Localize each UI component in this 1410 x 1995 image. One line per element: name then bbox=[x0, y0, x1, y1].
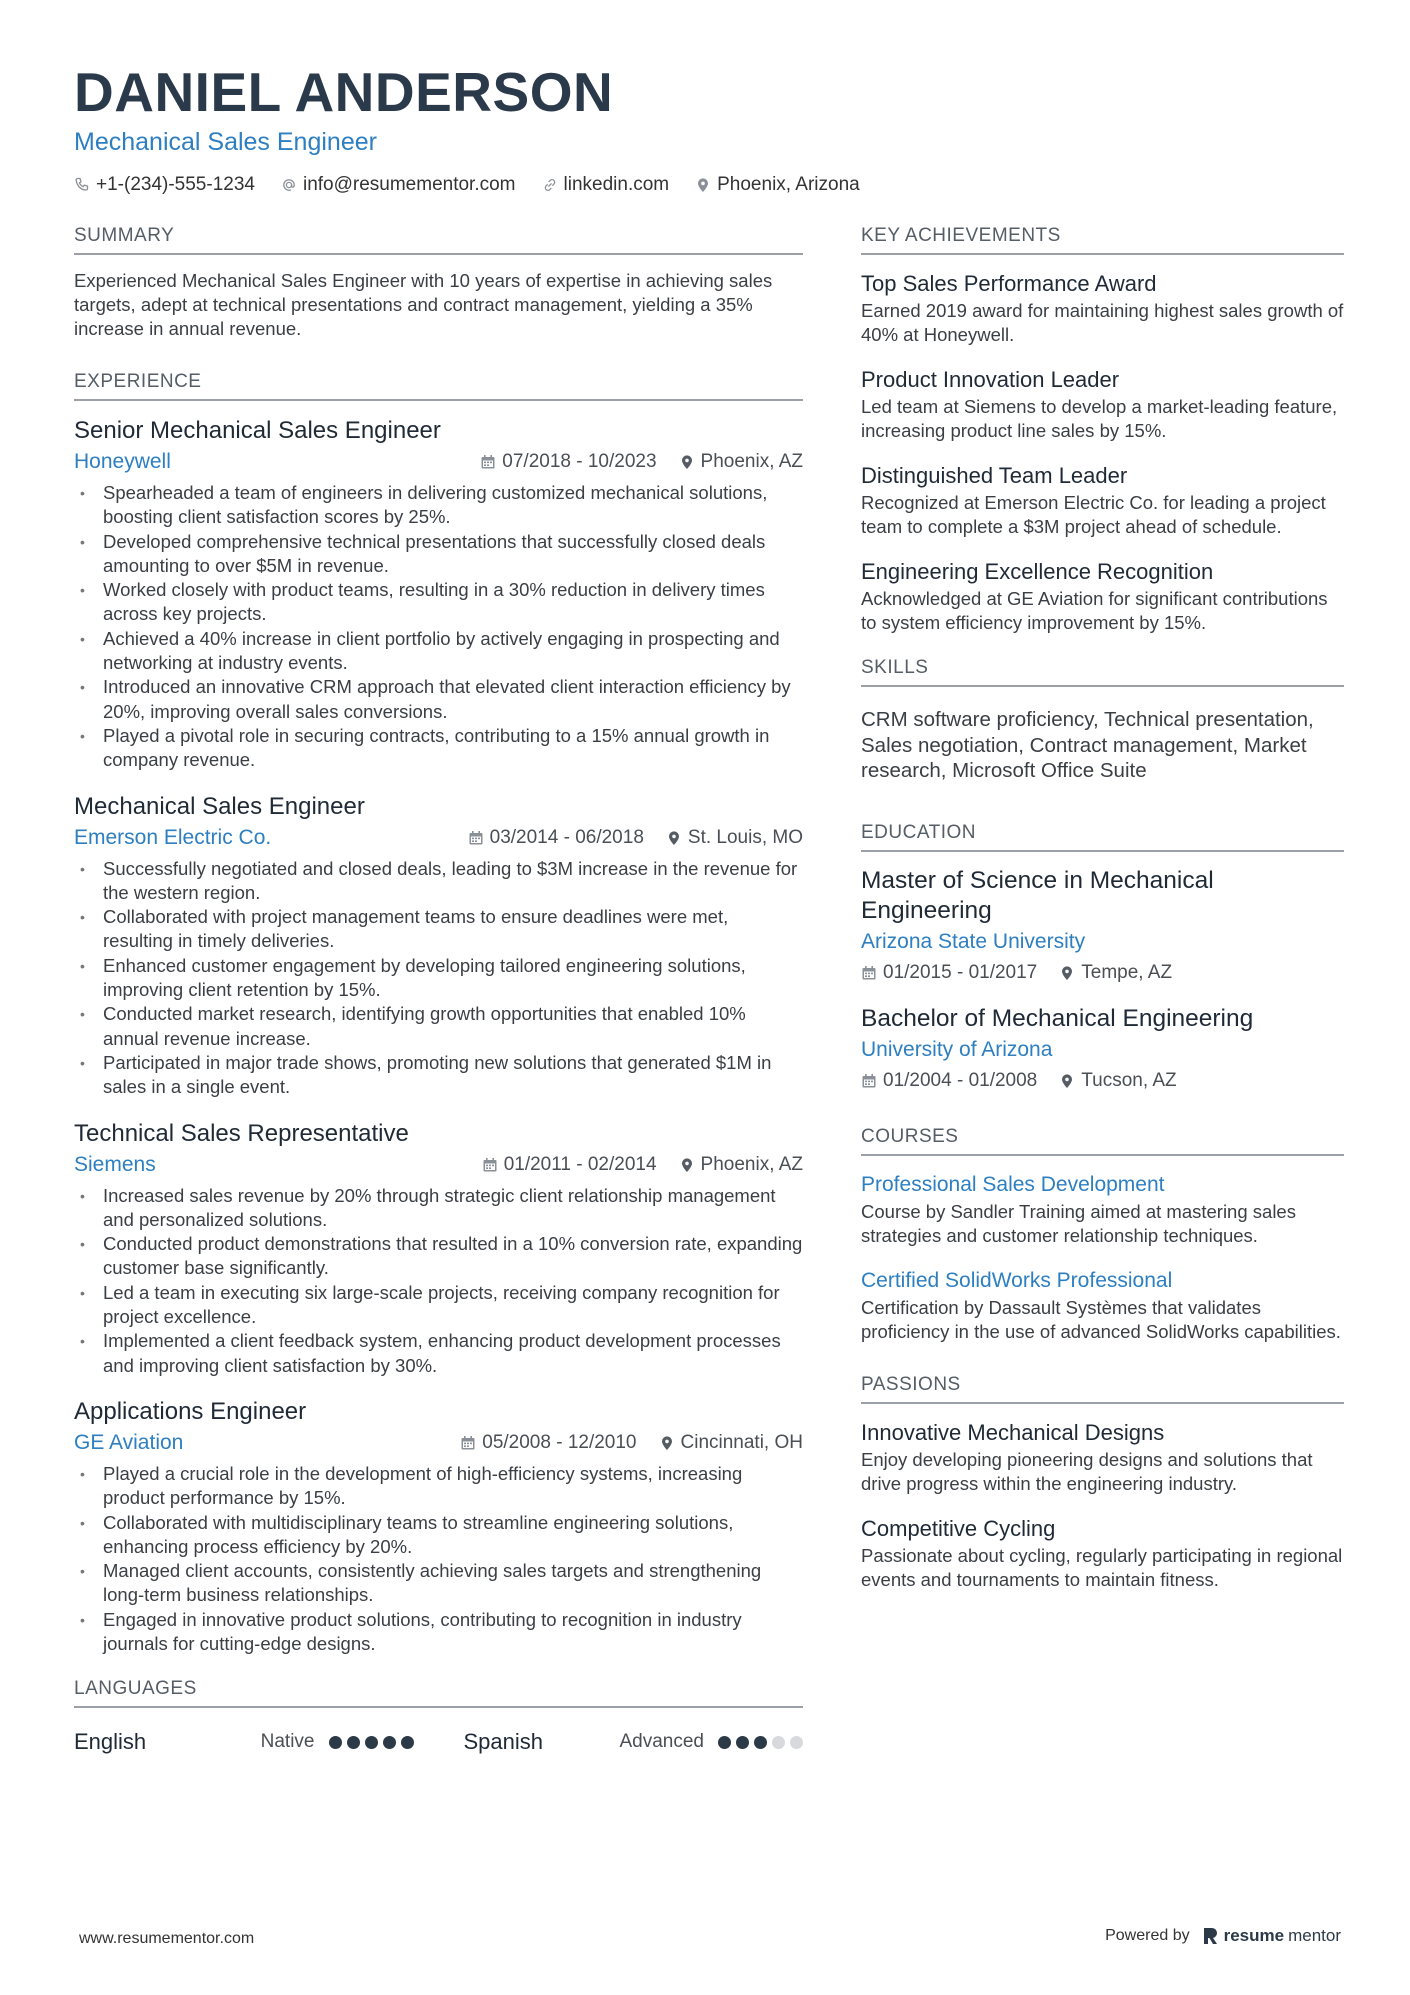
skills-section bbox=[861, 657, 1344, 784]
contact-bar bbox=[74, 170, 1344, 200]
language-rating bbox=[329, 1736, 414, 1749]
passion-title: Competitive Cycling bbox=[861, 1515, 1056, 1541]
job-dates-text: 01/2011 - 02/2014 bbox=[503, 1153, 657, 1175]
courses-section bbox=[861, 1126, 1344, 1344]
job-bullet: • Engaged in innovative product solutions, contributing to recognition in industry journals for cutting-edge designs. bbox=[74, 1608, 803, 1657]
language-level: Advanced bbox=[619, 1731, 704, 1753]
languages-heading: LANGUAGES bbox=[74, 1678, 803, 1708]
calendar-icon-svg bbox=[861, 1073, 877, 1089]
calendar-icon bbox=[482, 1157, 498, 1173]
location-pin-icon bbox=[666, 830, 682, 846]
job-bullets bbox=[74, 1184, 803, 1378]
education-degree: Master of Science in Mechanical Engineering bbox=[861, 866, 1214, 924]
job-dates bbox=[468, 827, 644, 849]
achievement-title: Product Innovation Leader bbox=[861, 367, 1120, 392]
job-meta bbox=[74, 1150, 803, 1180]
course-title[interactable]: Professional Sales Development bbox=[861, 1172, 1165, 1196]
job-dates bbox=[460, 1432, 636, 1454]
job-bullet: • Spearheaded a team of engineers in delivering customized mechanical solutions, boosting client satisfaction scores by 25%. bbox=[74, 481, 803, 530]
job-title: Applications Engineer bbox=[74, 1397, 307, 1425]
education-meta bbox=[861, 958, 1344, 988]
job-meta-right bbox=[468, 827, 803, 849]
location-pin-icon bbox=[1059, 965, 1075, 981]
rating-dot bbox=[401, 1736, 414, 1749]
job-bullet: • Managed client accounts, consistently achieving sales targets and strengthening long-term business relationships. bbox=[74, 1559, 803, 1608]
resume-page bbox=[74, 60, 1344, 1755]
language-name: Spanish bbox=[463, 1729, 544, 1755]
job-entry bbox=[74, 791, 803, 1100]
job-bullet: • Achieved a 40% increase in client portfolio by actively engaging in prospecting and networking at industry events. bbox=[74, 627, 803, 676]
location-pin-icon bbox=[679, 454, 695, 470]
summary-section bbox=[74, 225, 803, 341]
languages-section bbox=[74, 1678, 803, 1762]
job-dates bbox=[482, 1154, 657, 1176]
link-icon bbox=[542, 177, 558, 193]
skills-text: CRM software proficiency, Technical presentation, Sales negotiation, Contract management, Market research, Microsoft Office Suite bbox=[861, 708, 1314, 782]
calendar-icon bbox=[480, 454, 496, 470]
brand-mark-icon bbox=[1202, 1926, 1220, 1946]
achievement-title: Distinguished Team Leader bbox=[861, 463, 1128, 488]
job-bullet: • Implemented a client feedback system, enhancing product development processes and improving client satisfaction by 30%. bbox=[74, 1329, 803, 1378]
job-location-text: Phoenix, AZ bbox=[700, 451, 803, 472]
language-level: Native bbox=[260, 1731, 315, 1753]
passion-item bbox=[861, 1514, 1344, 1592]
course-text: Certification by Dassault Systèmes that validates proficiency in the use of advanced SolidWorks capabilities. bbox=[861, 1296, 1341, 1342]
job-bullet: • Worked closely with product teams, resulting in a 30% reduction in delivery times across key projects. bbox=[74, 578, 803, 627]
company-name[interactable]: Honeywell bbox=[74, 450, 171, 473]
job-location-text: St. Louis, MO bbox=[687, 826, 803, 848]
education-school[interactable]: University of Arizona bbox=[861, 1037, 1053, 1061]
location-pin-icon-svg bbox=[666, 830, 682, 846]
courses-heading: COURSES bbox=[861, 1126, 1344, 1156]
powered-by-label: Powered by bbox=[1105, 1927, 1190, 1944]
achievement-item bbox=[861, 461, 1344, 539]
achievement-text: Earned 2019 award for maintaining highest sales growth of 40% at Honeywell. bbox=[861, 300, 1344, 345]
job-location bbox=[679, 451, 803, 473]
calendar-icon bbox=[468, 830, 484, 846]
job-bullet: • Conducted product demonstrations that resulted in a 10% conversion rate, expanding customer base significantly. bbox=[74, 1232, 803, 1281]
job-bullets bbox=[74, 1462, 803, 1656]
rating-dot bbox=[347, 1736, 360, 1749]
email-text: info@resumementor.com bbox=[302, 174, 516, 195]
job-bullet: • Played a crucial role in the development of high-efficiency systems, increasing product performance by 15%. bbox=[74, 1462, 803, 1511]
course-item bbox=[861, 1266, 1344, 1344]
passion-item bbox=[861, 1418, 1344, 1496]
education-section bbox=[861, 822, 1344, 1096]
job-entry bbox=[74, 1396, 803, 1656]
course-item bbox=[861, 1170, 1344, 1248]
location-pin-icon-svg bbox=[659, 1435, 675, 1451]
course-title[interactable]: Certified SolidWorks Professional bbox=[861, 1268, 1173, 1292]
education-item bbox=[861, 866, 1344, 988]
rating-dot bbox=[383, 1736, 396, 1749]
calendar-icon bbox=[861, 1073, 877, 1089]
achievement-text: Acknowledged at GE Aviation for significant contributions to system efficiency improvement by 15%. bbox=[861, 588, 1328, 633]
phone-text: +1-(234)-555-1234 bbox=[96, 174, 255, 195]
footer-website[interactable]: www.resumementor.com bbox=[79, 1930, 255, 1947]
job-bullet: • Introduced an innovative CRM approach that elevated client interaction efficiency by 20%, improving overall sales conversions. bbox=[74, 675, 803, 724]
education-location bbox=[1059, 962, 1172, 984]
job-location bbox=[679, 1154, 803, 1176]
achievement-title: Top Sales Performance Award bbox=[861, 271, 1157, 296]
location-pin-icon-svg bbox=[1059, 1073, 1075, 1089]
language-item bbox=[464, 1729, 804, 1755]
achievement-title: Engineering Excellence Recognition bbox=[861, 559, 1214, 584]
education-dates-text: 01/2015 - 01/2017 bbox=[883, 961, 1038, 983]
location-pin-icon-svg bbox=[1059, 965, 1075, 981]
passion-title: Innovative Mechanical Designs bbox=[861, 1419, 1165, 1445]
location-pin-icon-svg bbox=[679, 1157, 695, 1173]
rating-dot bbox=[365, 1736, 378, 1749]
candidate-title: Mechanical Sales Engineer bbox=[74, 128, 377, 156]
contact-linkedin[interactable] bbox=[542, 174, 670, 196]
rating-dot bbox=[772, 1736, 785, 1749]
rating-dot bbox=[329, 1736, 342, 1749]
company-name[interactable]: Emerson Electric Co. bbox=[74, 825, 272, 849]
location-pin-icon bbox=[679, 1157, 695, 1173]
candidate-name: DANIEL ANDERSON bbox=[74, 61, 614, 123]
location-pin-icon-svg bbox=[679, 454, 695, 470]
rating-dot bbox=[718, 1736, 731, 1749]
language-list bbox=[74, 1722, 803, 1762]
calendar-icon bbox=[460, 1435, 476, 1451]
education-degree: Bachelor of Mechanical Engineering bbox=[861, 1004, 1254, 1032]
job-list bbox=[74, 415, 803, 1656]
job-bullet: • Collaborated with project management teams to ensure deadlines were met, resulting in timely deliveries. bbox=[74, 905, 803, 954]
language-item bbox=[74, 1729, 414, 1755]
education-dates bbox=[861, 1070, 1037, 1092]
job-dates-text: 07/2018 - 10/2023 bbox=[502, 451, 657, 472]
education-location-text: Tucson, AZ bbox=[1081, 1069, 1177, 1091]
education-heading: EDUCATION bbox=[861, 822, 1344, 852]
passion-text: Enjoy developing pioneering designs and solutions that drive progress within the engineering industry. bbox=[861, 1448, 1313, 1494]
job-location-text: Cincinnati, OH bbox=[680, 1431, 803, 1453]
education-item bbox=[861, 1004, 1344, 1096]
education-school[interactable]: Arizona State University bbox=[861, 929, 1086, 953]
passion-text: Passionate about cycling, regularly participating in regional events and tournaments to maintain fitness. bbox=[861, 1544, 1343, 1590]
achievement-list bbox=[861, 269, 1344, 635]
rating-dot bbox=[790, 1736, 803, 1749]
job-meta bbox=[74, 447, 803, 477]
job-meta-right bbox=[482, 1154, 803, 1176]
calendar-icon-svg bbox=[480, 454, 496, 470]
job-bullet: • Successfully negotiated and closed deals, leading to $3M increase in the revenue for the western region. bbox=[74, 857, 803, 906]
phone-icon bbox=[74, 177, 90, 193]
summary-text: Experienced Mechanical Sales Engineer with 10 years of expertise in achieving sales targets, adept at technical presentations and contract management, yielding a 35% increase in annual revenue. bbox=[74, 270, 773, 339]
calendar-icon-svg bbox=[861, 965, 877, 981]
job-meta-right bbox=[480, 451, 803, 473]
job-title: Mechanical Sales Engineer bbox=[74, 792, 365, 820]
contact-email[interactable] bbox=[281, 174, 516, 196]
job-bullet: • Developed comprehensive technical presentations that successfully closed deals amounting to over $5M in revenue. bbox=[74, 530, 803, 579]
passion-list bbox=[861, 1418, 1344, 1592]
contact-phone[interactable] bbox=[74, 174, 255, 196]
location-pin-icon bbox=[695, 177, 711, 193]
calendar-icon-svg bbox=[460, 1435, 476, 1451]
footer-powered bbox=[1105, 1926, 1341, 1946]
job-bullet: • Played a pivotal role in securing contracts, contributing to a 15% annual growth in company revenue. bbox=[74, 724, 803, 773]
achievements-section bbox=[861, 225, 1344, 635]
company-name[interactable]: Siemens bbox=[74, 1152, 156, 1176]
experience-heading: EXPERIENCE bbox=[74, 371, 803, 401]
job-location-text: Phoenix, AZ bbox=[700, 1153, 803, 1175]
job-title: Technical Sales Representative bbox=[74, 1119, 409, 1147]
brand-light: mentor bbox=[1288, 1926, 1341, 1945]
job-bullets bbox=[74, 857, 803, 1100]
brand-logo[interactable] bbox=[1202, 1926, 1341, 1946]
job-bullet: • Conducted market research, identifying growth opportunities that enabled 10% annual revenue increase. bbox=[74, 1002, 803, 1051]
education-meta bbox=[861, 1066, 1344, 1096]
passions-heading: PASSIONS bbox=[861, 1374, 1344, 1404]
location-pin-icon bbox=[1059, 1073, 1075, 1089]
right-column bbox=[861, 225, 1344, 1622]
brand-bold: resume bbox=[1223, 1926, 1285, 1945]
calendar-icon-svg bbox=[482, 1157, 498, 1173]
achievement-text: Led team at Siemens to develop a market-leading feature, increasing product line sales by 15%. bbox=[861, 396, 1338, 441]
education-location-text: Tempe, AZ bbox=[1081, 961, 1173, 983]
location-text: Phoenix, Arizona bbox=[717, 174, 860, 195]
job-bullet: • Participated in major trade shows, promoting new solutions that generated $1M in sales in a single event. bbox=[74, 1051, 803, 1100]
education-list bbox=[861, 866, 1344, 1096]
at-icon bbox=[281, 177, 297, 193]
job-bullet: • Led a team in executing six large-scale projects, receiving company recognition for project excellence. bbox=[74, 1281, 803, 1330]
calendar-icon-svg bbox=[468, 830, 484, 846]
job-dates-text: 03/2014 - 06/2018 bbox=[489, 826, 644, 848]
job-entry bbox=[74, 1118, 803, 1378]
rating-dot bbox=[754, 1736, 767, 1749]
job-location bbox=[666, 827, 803, 849]
job-location bbox=[659, 1432, 804, 1454]
summary-heading: SUMMARY bbox=[74, 225, 803, 255]
education-dates bbox=[861, 962, 1037, 984]
rating-dot bbox=[736, 1736, 749, 1749]
job-bullet: • Enhanced customer engagement by developing tailored engineering solutions, improving client retention by 15%. bbox=[74, 954, 803, 1003]
achievement-item bbox=[861, 269, 1344, 347]
passions-section bbox=[861, 1374, 1344, 1592]
company-name[interactable]: GE Aviation bbox=[74, 1430, 184, 1454]
linkedin-text: linkedin.com bbox=[563, 174, 670, 195]
job-meta bbox=[74, 1428, 803, 1458]
job-title: Senior Mechanical Sales Engineer bbox=[74, 417, 441, 444]
achievement-item bbox=[861, 365, 1344, 443]
achievement-item bbox=[861, 557, 1344, 635]
education-dates-text: 01/2004 - 01/2008 bbox=[883, 1069, 1038, 1091]
language-rating bbox=[718, 1736, 803, 1749]
job-bullets bbox=[74, 481, 803, 773]
job-dates-text: 05/2008 - 12/2010 bbox=[482, 1431, 637, 1453]
job-meta-right bbox=[460, 1432, 803, 1454]
achievements-heading: KEY ACHIEVEMENTS bbox=[861, 225, 1344, 255]
skills-heading: SKILLS bbox=[861, 657, 1344, 687]
location-pin-icon bbox=[659, 1435, 675, 1451]
education-location bbox=[1059, 1070, 1176, 1092]
calendar-icon bbox=[861, 965, 877, 981]
experience-section bbox=[74, 371, 803, 1656]
language-name: English bbox=[74, 1729, 147, 1755]
contact-location bbox=[695, 174, 860, 196]
left-column bbox=[74, 225, 803, 1792]
job-bullet: • Increased sales revenue by 20% through strategic client relationship management and personalized solutions. bbox=[74, 1184, 803, 1233]
job-meta bbox=[74, 823, 803, 853]
job-entry bbox=[74, 415, 803, 773]
job-dates bbox=[480, 451, 656, 473]
course-text: Course by Sandler Training aimed at mastering sales strategies and customer relationship techniques. bbox=[861, 1200, 1296, 1246]
course-list bbox=[861, 1170, 1344, 1344]
achievement-text: Recognized at Emerson Electric Co. for leading a project team to complete a $3M project ahead of schedule. bbox=[861, 492, 1326, 537]
job-bullet: • Collaborated with multidisciplinary teams to streamline engineering solutions, enhancing process efficiency by 20%. bbox=[74, 1511, 803, 1560]
